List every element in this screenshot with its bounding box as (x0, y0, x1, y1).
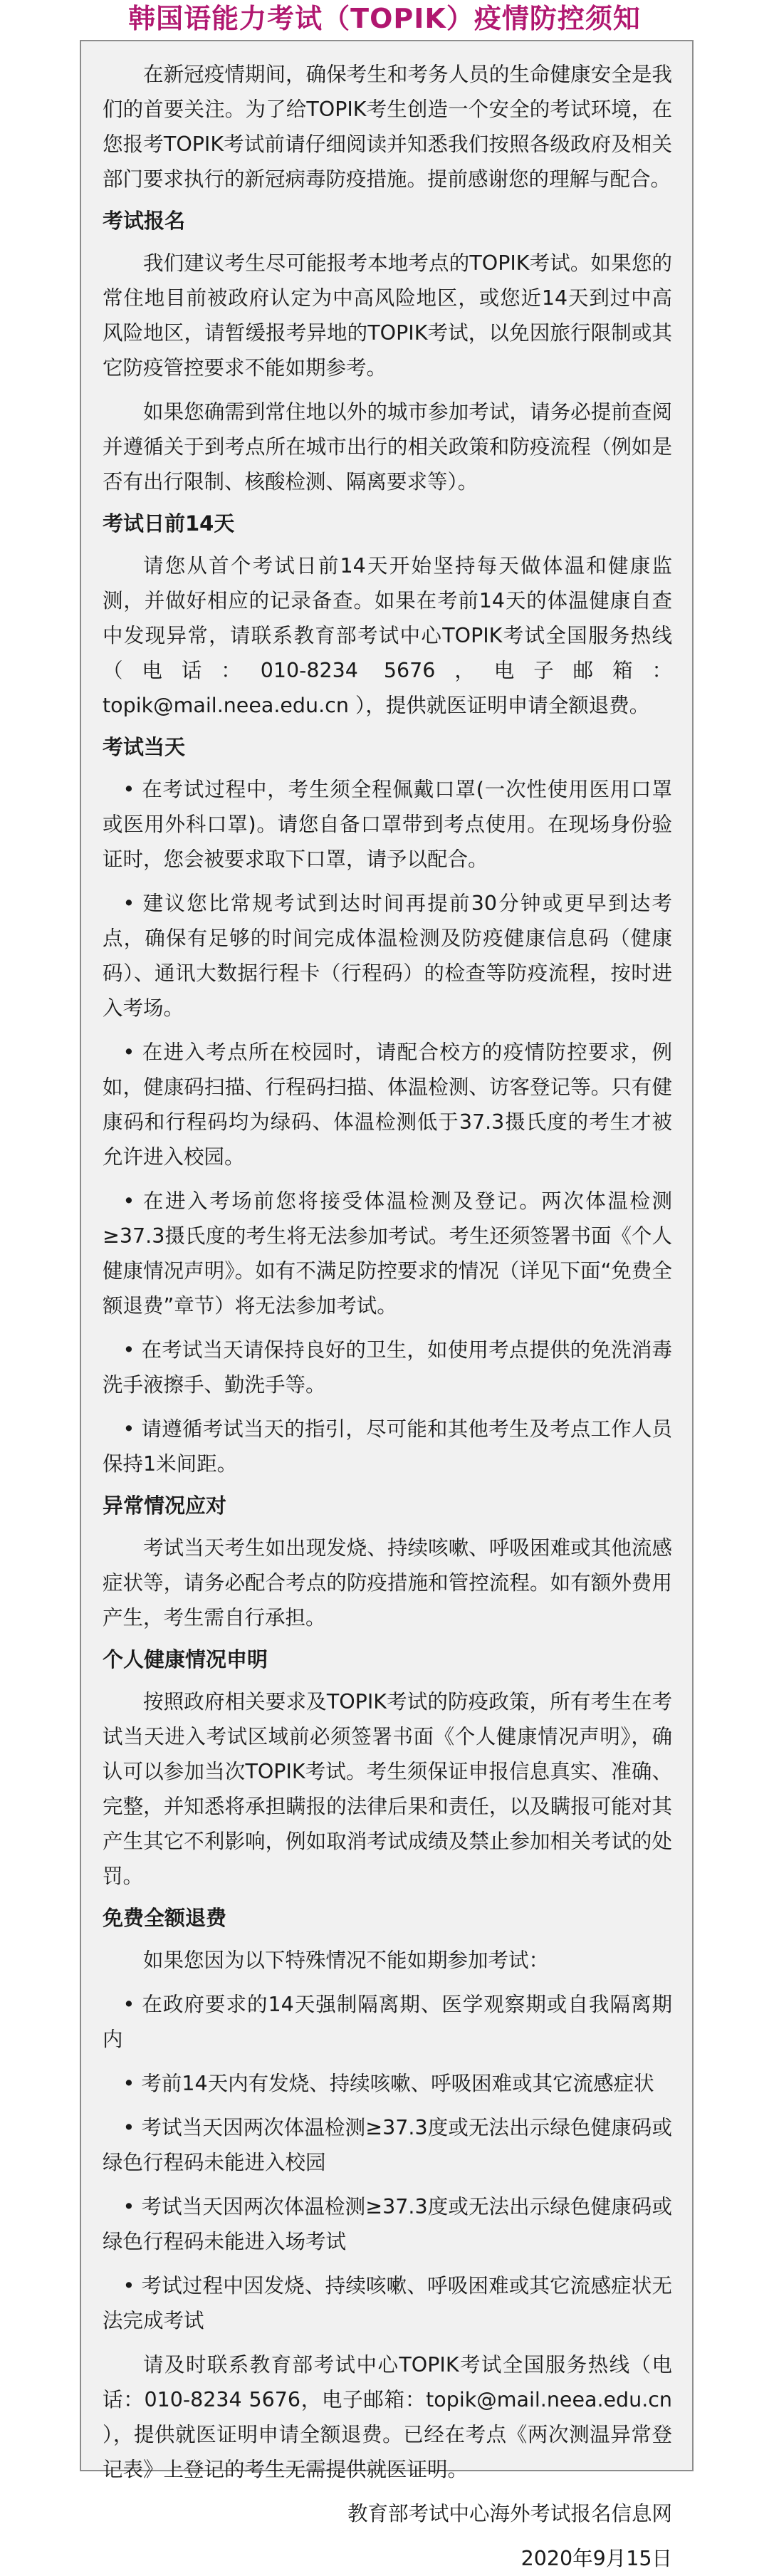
page-title: 韩国语能力考试（TOPIK）疫情防控须知 (128, 3, 641, 34)
before-14-days-paragraph: 请您从首个考试日前14天开始坚持每天做体温和健康监测，并做好相应的记录备查。如果在考前14天的体温健康自查中发现异常，请联系教育部考试中心TOPIK考试全国服务热线（电话：010-8234 5676，电子邮箱：topik@mail.neea.edu.cn ），提供就医证明申请全额退费。 (103, 554, 672, 717)
intro-paragraph: 在新冠疫情期间，确保考生和考务人员的生命健康安全是我们的首要关注。为了给TOPIK考生创造一个安全的考试环境，在您报考TOPIK考试前请仔细阅读并知悉我们按照各级政府及相关部门要求执行的新冠病毒防疫措施。提前感谢您的理解与配合。 (103, 63, 672, 191)
date: 2020年9月15日 (520, 2547, 672, 2570)
registration-paragraph-2: 如果您确需到常住地以外的城市参加考试，请务必提前查阅并遵循关于到考点所在城市出行的相关政策和防疫流程（例如是否有出行限制、核酸检测、隔离要求等）。 (103, 400, 672, 494)
section-heading-refund: 免费全额退费 (103, 1906, 227, 1930)
registration-paragraph-1: 我们建议考生尽可能报考本地考点的TOPIK考试。如果您的常住地目前被政府认定为中高风险地区，或您近14天到过中高风险地区，请暂缓报考异地的TOPIK考试，以免因旅行限制或其它防疫管控要求不能如期参考。 (103, 251, 672, 380)
exam-day-item: • 请遵循考试当天的指引，尽可能和其他考生及考点工作人员保持1米间距。 (103, 1417, 672, 1476)
abnormal-paragraph: 考试当天考生如出现发烧、持续咳嗽、呼吸困难或其他流感症状等，请务必配合考点的防疫措施和管控流程。如有额外费用产生，考生需自行承担。 (103, 1536, 672, 1629)
section-heading-registration: 考试报名 (103, 209, 186, 233)
refund-item: • 考试当天因两次体温检测≥37.3度或无法出示绿色健康码或绿色行程码未能进入校园 (103, 2116, 672, 2174)
section-heading-exam-day: 考试当天 (103, 735, 186, 759)
refund-item: • 考前14天内有发烧、持续咳嗽、呼吸困难或其它流感症状 (122, 2072, 654, 2095)
notice-box (80, 40, 694, 2570)
section-heading-before-14-days: 考试日前14天 (103, 511, 235, 536)
section-heading-abnormal: 异常情况应对 (103, 1493, 227, 1518)
refund-item: • 在政府要求的14天强制隔离期、医学观察期或自我隔离期内 (103, 1993, 672, 2051)
refund-closing: 请及时联系教育部考试中心TOPIK考试全国服务热线（电话：010-8234 5676，电子邮箱：topik@mail.neea.edu.cn ），提供就医证明申请全额退费。已经在考点《两次测温异常登记表》上登记的考生无需提供就医证明。 (103, 2353, 672, 2481)
exam-day-item: • 建议您比常规考试到达时间再提前30分钟或更早到达考点，确保有足够的时间完成体温检测及防疫健康信息码（健康码）、通讯大数据行程卡（行程码）的检查等防疫流程，按时进入考场。 (103, 892, 672, 1020)
signature: 教育部考试中心海外考试报名信息网 (347, 2502, 672, 2525)
refund-item: • 考试过程中因发烧、持续咳嗽、呼吸困难或其它流感症状无法完成考试 (103, 2274, 672, 2332)
refund-item: • 考试当天因两次体温检测≥37.3度或无法出示绿色健康码或绿色行程码未能进入场考试 (103, 2195, 672, 2253)
declaration-paragraph: 按照政府相关要求及TOPIK考试的防疫政策，所有考生在考试当天进入考试区域前必须签署书面《个人健康情况声明》，确认可以参加当次TOPIK考试。考生须保证申报信息真实、准确、完整，并知悉将承担瞒报的法律后果和责任，以及瞒报可能对其产生其它不利影响，例如取消考试成绩及禁止参加相关考试的处罚。 (103, 1690, 672, 1888)
exam-day-item: • 在进入考场前您将接受体温检测及登记。两次体温检测≥37.3摄氏度的考生将无法参加考试。考生还须签署书面《个人健康情况声明》。如有不满足防控要求的情况（详见下面“免费全额退费”章节）将无法参加考试。 (103, 1189, 672, 1318)
exam-day-item: • 在考试当天请保持良好的卫生，如使用考点提供的免洗消毒洗手液擦手、勤洗手等。 (103, 1338, 672, 1397)
exam-day-item: • 在考试过程中，考生须全程佩戴口罩(一次性使用医用口罩或医用外科口罩)。请您自备口罩带到考点使用。在现场身份验证时，您会被要求取下口罩，请予以配合。 (103, 778, 672, 871)
section-heading-declaration: 个人健康情况申明 (103, 1647, 268, 1672)
exam-day-item: • 在进入考点所在校园时，请配合校方的疫情防控要求，例如，健康码扫描、行程码扫描、体温检测、访客登记等。只有健康码和行程码均为绿码、体温检测低于37.3摄氏度的考生才被允许进入校园。 (103, 1041, 672, 1169)
refund-intro: 如果您因为以下特殊情况不能如期参加考试： (143, 1949, 550, 1972)
